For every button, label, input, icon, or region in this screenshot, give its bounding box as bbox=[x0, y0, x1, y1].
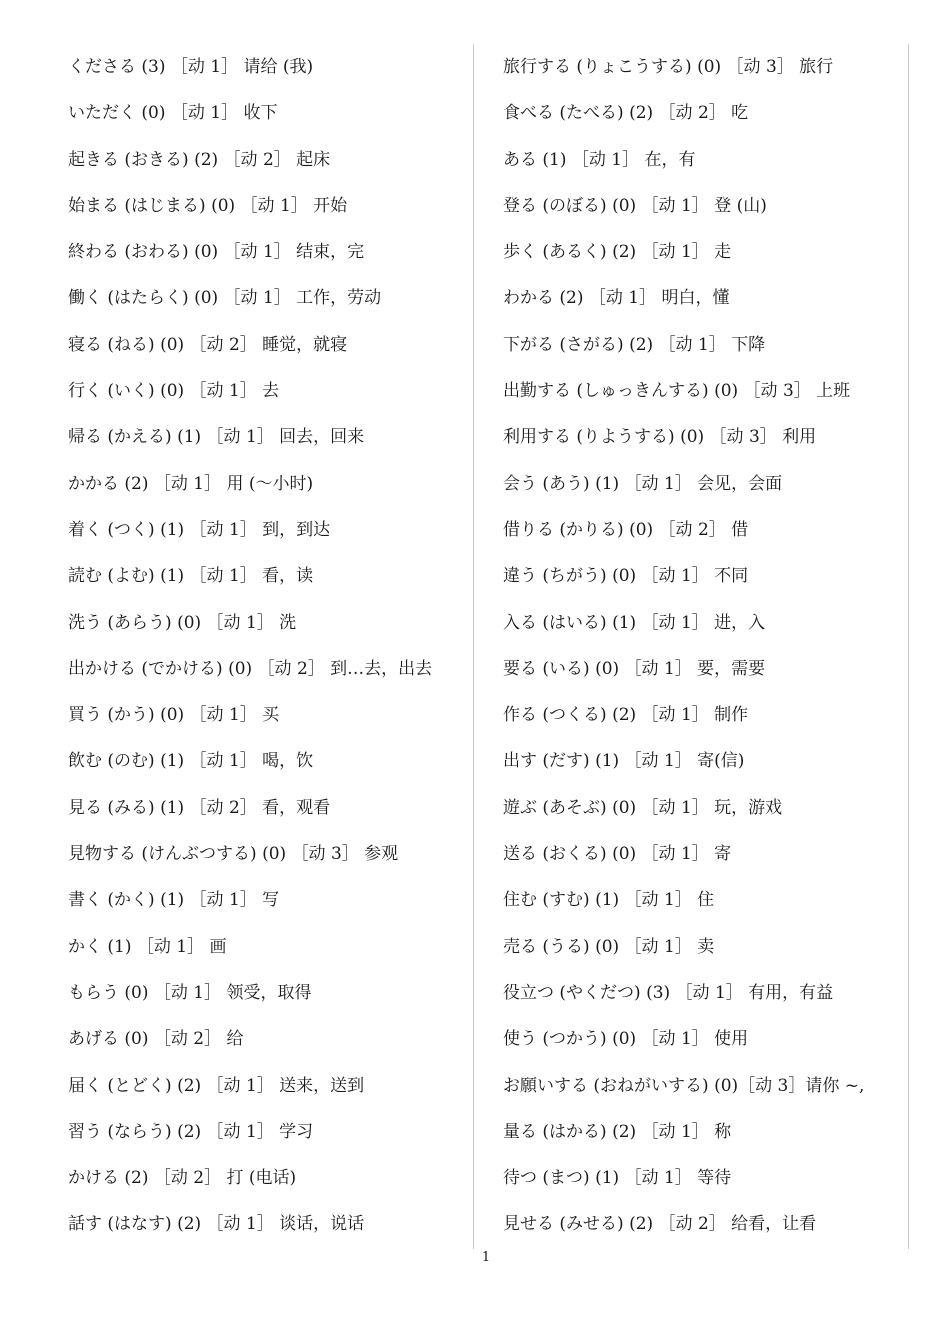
vocab-entry: ある (1) ［动 1］ 在，有 bbox=[503, 149, 696, 170]
vocab-entry: 書く (かく) (1) ［动 1］ 写 bbox=[68, 890, 280, 911]
vocab-entry: 住む (すむ) (1) ［动 1］ 住 bbox=[503, 890, 715, 911]
vocab-entry: いただく (0) ［动 1］ 收下 bbox=[68, 103, 278, 124]
vocab-entry: 作る (つくる) (2) ［动 1］ 制作 bbox=[503, 705, 749, 726]
vocab-entry: 見物する (けんぶつする) (0) ［动 3］ 参观 bbox=[68, 844, 399, 865]
vocab-entry: 出かける (でかける) (0) ［动 2］ 到…去，出去 bbox=[68, 658, 433, 679]
vocab-entry: 待つ (まつ) (1) ［动 1］ 等待 bbox=[503, 1168, 732, 1189]
vocab-entry: 送る (おくる) (0) ［动 1］ 寄 bbox=[503, 844, 732, 865]
column-divider bbox=[473, 44, 474, 1249]
vocab-entry: 量る (はかる) (2) ［动 1］ 称 bbox=[503, 1121, 732, 1142]
vocab-entry: かける (2) ［动 2］ 打 (电话) bbox=[68, 1168, 297, 1189]
vocab-entry: 習う (ならう) (2) ［动 1］ 学习 bbox=[68, 1121, 314, 1142]
vocab-entry: 飲む (のむ) (1) ［动 1］ 喝，饮 bbox=[68, 751, 314, 772]
vocab-entry: 帰る (かえる) (1) ［动 1］ 回去，回来 bbox=[68, 427, 365, 448]
vocab-entry: 買う (かう) (0) ［动 1］ 买 bbox=[68, 705, 280, 726]
vocab-entry: 利用する (りようする) (0) ［动 3］ 利用 bbox=[503, 427, 817, 448]
vocab-entry: 話す (はなす) (2) ［动 1］ 谈话，说话 bbox=[68, 1214, 365, 1235]
vocab-entry: 読む (よむ) (1) ［动 1］ 看，读 bbox=[68, 566, 314, 587]
vocab-entry: 歩く (あるく) (2) ［动 1］ 走 bbox=[503, 242, 732, 263]
vocab-entry: 寝る (ねる) (0) ［动 2］ 睡觉，就寝 bbox=[68, 334, 348, 355]
vocab-entry: 使う (つかう) (0) ［动 1］ 使用 bbox=[503, 1029, 749, 1050]
vocab-entry: 要る (いる) (0) ［动 1］ 要，需要 bbox=[503, 658, 766, 679]
vocab-entry: 売る (うる) (0) ［动 1］ 卖 bbox=[503, 936, 715, 957]
right-vocab-column bbox=[503, 44, 903, 1248]
vocab-entry: 旅行する (りょこうする) (0) ［动 3］ 旅行 bbox=[503, 57, 834, 77]
vocab-entry: 洗う (あらう) (0) ［动 1］ 洗 bbox=[68, 612, 297, 633]
left-vocab-column bbox=[68, 44, 468, 1248]
vocab-entry: 出す (だす) (1) ［动 1］ 寄(信) bbox=[503, 751, 745, 772]
vocab-entry: 遊ぶ (あそぶ) (0) ［动 1］ 玩，游戏 bbox=[503, 797, 783, 818]
page-number: 1 bbox=[481, 1250, 491, 1265]
vocab-entry: 下がる (さがる) (2) ［动 1］ 下降 bbox=[503, 334, 766, 355]
vocab-entry: わかる (2) ［动 1］ 明白，懂 bbox=[503, 288, 730, 309]
vocab-entry: 違う (ちがう) (0) ［动 1］ 不同 bbox=[503, 566, 749, 587]
vocab-entry: 着く (つく) (1) ［动 1］ 到，到达 bbox=[68, 519, 331, 540]
right-margin-line bbox=[908, 44, 909, 1249]
vocab-entry: 会う (あう) (1) ［动 1］ 会见，会面 bbox=[503, 473, 783, 494]
vocab-entry: 始まる (はじまる) (0) ［动 1］ 开始 bbox=[68, 195, 348, 216]
vocab-entry: 終わる (おわる) (0) ［动 1］ 结束，完 bbox=[68, 242, 365, 263]
vocab-entry: 届く (とどく) (2) ［动 1］ 送来，送到 bbox=[68, 1075, 365, 1096]
vocab-entry: くださる (3) ［动 1］ 请给 (我) bbox=[68, 57, 314, 77]
vocab-entry: 役立つ (やくだつ) (3) ［动 1］ 有用，有益 bbox=[503, 982, 834, 1003]
vocab-entry: 出勤する (しゅっきんする) (0) ［动 3］ 上班 bbox=[503, 381, 851, 402]
vocab-entry: 食べる (たべる) (2) ［动 2］ 吃 bbox=[503, 103, 749, 124]
vocab-entry: 見る (みる) (1) ［动 2］ 看，观看 bbox=[68, 797, 331, 818]
vocab-entry: 登る (のぼる) (0) ［动 1］ 登 (山) bbox=[503, 195, 767, 216]
vocab-entry: あげる (0) ［动 2］ 给 bbox=[68, 1029, 244, 1050]
vocab-entry: 借りる (かりる) (0) ［动 2］ 借 bbox=[503, 519, 749, 540]
vocab-entry: お願いする (おねがいする) (0)［动 3］请你 ~, bbox=[503, 1075, 865, 1096]
vocab-entry: もらう (0) ［动 1］ 领受，取得 bbox=[68, 982, 312, 1003]
vocab-entry: 起きる (おきる) (2) ［动 2］ 起床 bbox=[68, 149, 331, 170]
vocab-entry: 行く (いく) (0) ［动 1］ 去 bbox=[68, 381, 280, 402]
vocab-entry: 働く (はたらく) (0) ［动 1］ 工作，劳动 bbox=[68, 288, 382, 309]
vocab-entry: かく (1) ［动 1］ 画 bbox=[68, 936, 227, 957]
vocab-entry: 入る (はいる) (1) ［动 1］ 进，入 bbox=[503, 612, 766, 633]
vocab-entry: かかる (2) ［动 1］ 用 (～小时) bbox=[68, 473, 314, 494]
vocab-entry: 見せる (みせる) (2) ［动 2］ 给看，让看 bbox=[503, 1214, 817, 1235]
